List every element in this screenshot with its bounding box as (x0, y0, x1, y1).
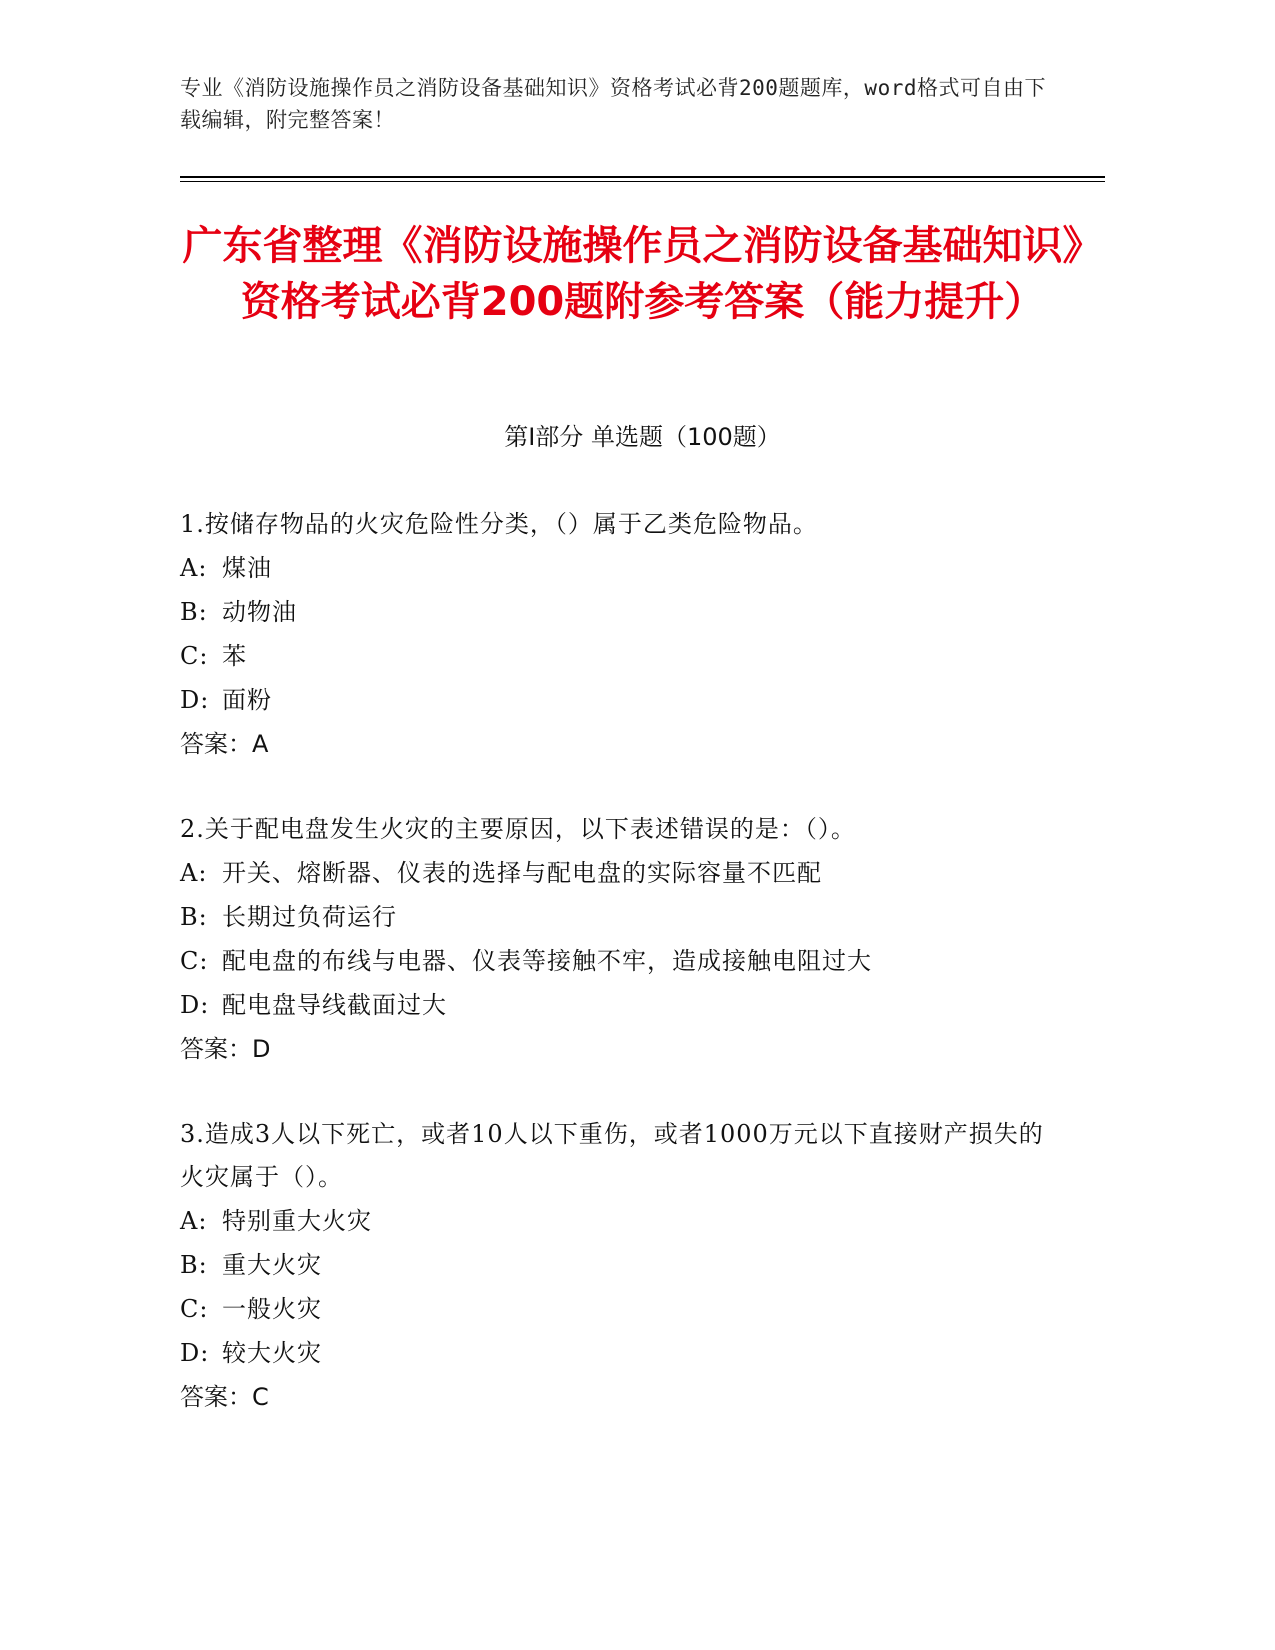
option-text: 配电盘导线截面过大 (222, 991, 447, 1019)
document-title: 广东省整理《消防设施操作员之消防设备基础知识》资格考试必背200题附参考答案（能力提升） (182, 223, 1103, 325)
question-3 (180, 1113, 1060, 1419)
option-a (180, 1199, 1060, 1243)
option-b (180, 895, 1060, 939)
option-b (180, 590, 1060, 634)
option-text: 动物油 (222, 598, 297, 626)
option-key: C: (180, 1295, 209, 1323)
option-c (180, 939, 1060, 983)
option-key: C: (180, 947, 209, 975)
option-text: 长期过负荷运行 (222, 903, 397, 931)
option-key: D: (180, 1339, 210, 1367)
option-d (180, 1331, 1060, 1375)
answer: 答案：D (180, 1035, 271, 1063)
option-a (180, 546, 1060, 590)
option-key: D: (180, 991, 210, 1019)
question-1 (180, 503, 1060, 766)
question-2 (180, 808, 1060, 1071)
option-text: 煤油 (222, 554, 272, 582)
header-rule-thin (180, 181, 1105, 182)
option-key: C: (180, 642, 209, 670)
option-key: B: (180, 1251, 208, 1279)
option-c (180, 634, 1060, 678)
option-key: A: (180, 1207, 208, 1235)
option-d (180, 678, 1060, 722)
option-key: A: (180, 554, 208, 582)
question-stem: 3.造成3人以下死亡，或者10人以下重伤，或者1000万元以下直接财产损失的火灾属于（）。 (180, 1120, 1044, 1191)
question-stem: 1.按储存物品的火灾危险性分类，（）属于乙类危险物品。 (180, 510, 818, 538)
option-a (180, 851, 1060, 895)
section-title: 第Ⅰ部分 单选题（100题） (504, 423, 781, 451)
option-key: B: (180, 598, 208, 626)
option-c (180, 1287, 1060, 1331)
answer: 答案：C (180, 1383, 269, 1411)
header-rule-thick (180, 176, 1105, 178)
question-stem: 2.关于配电盘发生火灾的主要原因，以下表述错误的是：（）。 (180, 815, 856, 843)
option-text: 较大火灾 (222, 1339, 322, 1367)
header-note: 专业《消防设施操作员之消防设备基础知识》资格考试必背200题题库，word格式可自由下载编辑，附完整答案！ (180, 76, 1046, 132)
option-key: A: (180, 859, 208, 887)
option-text: 配电盘的布线与电器、仪表等接触不牢，造成接触电阻过大 (222, 947, 872, 975)
option-key: D: (180, 686, 210, 714)
option-text: 特别重大火灾 (222, 1207, 372, 1235)
option-text: 重大火灾 (222, 1251, 322, 1279)
option-d (180, 983, 1060, 1027)
option-text: 面粉 (222, 686, 272, 714)
option-text: 一般火灾 (222, 1295, 322, 1323)
option-key: B: (180, 903, 208, 931)
option-text: 开关、熔断器、仪表的选择与配电盘的实际容量不匹配 (222, 859, 822, 887)
option-text: 苯 (222, 642, 247, 670)
answer: 答案：A (180, 730, 269, 758)
option-b (180, 1243, 1060, 1287)
